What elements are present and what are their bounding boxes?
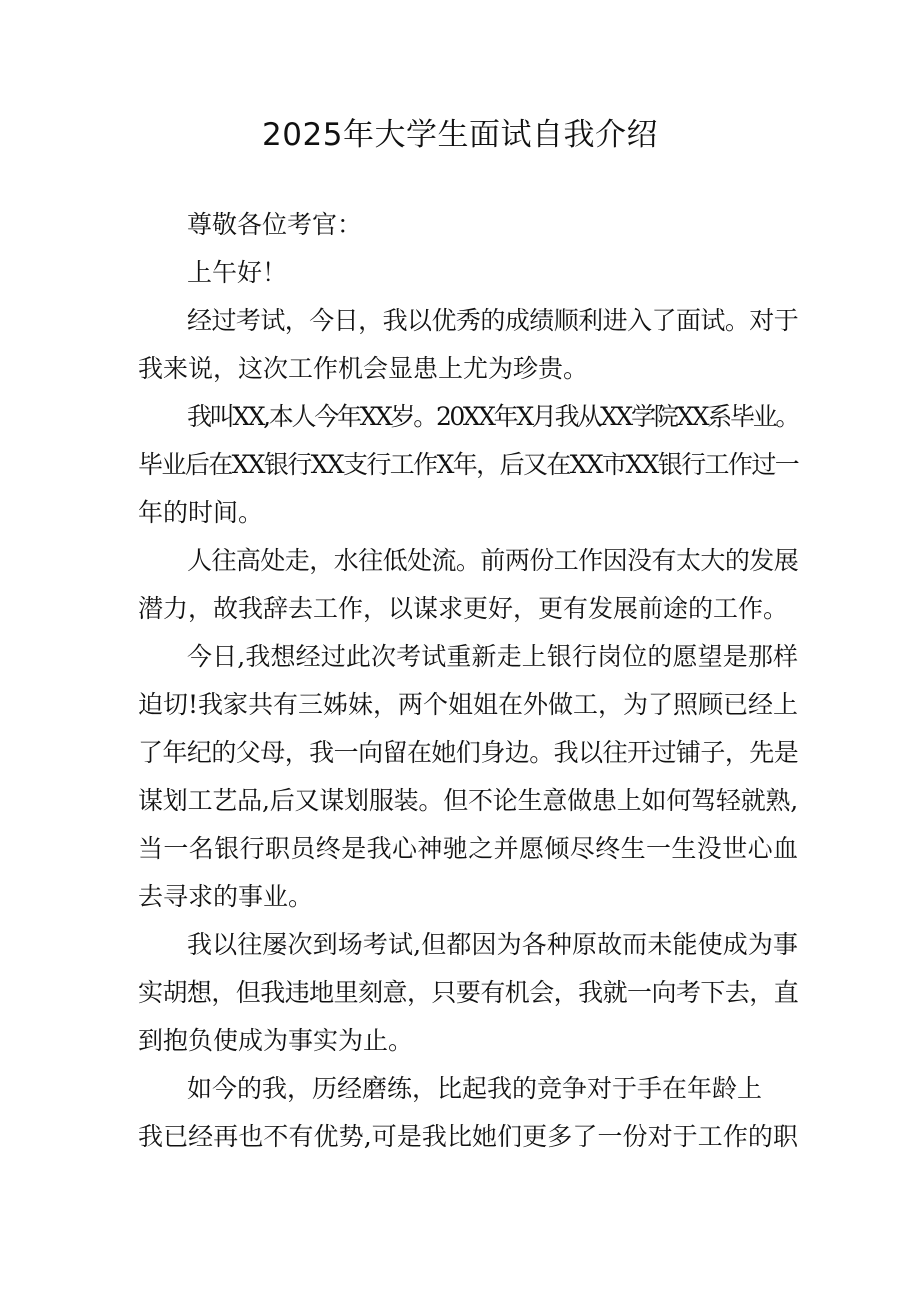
paragraph-line: 谋划工艺品,后又谋划服装。但不论生意做患上如何驾轻就熟,	[138, 786, 798, 815]
paragraph-line: 人往高处走，水往低处流。前两份工作因没有太大的发展	[187, 546, 798, 575]
paragraph-line: 我叫XX,本人今年XX岁。20XX年X月我从XX学院XX系毕业。	[187, 402, 798, 431]
paragraph-line: 潜力，故我辞去工作，以谋求更好，更有发展前途的工作。	[138, 594, 789, 623]
document-title: 2025年大学生面试自我介绍	[262, 117, 658, 153]
paragraph-line: 经过考试，今日，我以优秀的成绩顺利进入了面试。对于	[187, 306, 798, 335]
paragraph-line: 毕业后在XX银行XX支行工作X年，后又在XX市XX银行工作过一	[138, 450, 798, 479]
paragraph-line: 我以往屡次到场考试,但都因为各种原故而未能使成为事	[187, 930, 798, 959]
paragraph-line: 了年纪的父母，我一向留在她们身边。我以往开过铺子，先是	[138, 738, 798, 767]
paragraph-line: 我已经再也不有优势,可是我比她们更多了一份对于工作的职	[138, 1122, 798, 1151]
paragraph-line: 去寻求的事业。	[138, 882, 314, 911]
paragraph-line: 我来说，这次工作机会显患上尤为珍贵。	[138, 354, 589, 383]
paragraph-line: 当一名银行职员终是我心神驰之并愿倾尽终生一生没世心血	[138, 834, 798, 863]
paragraph-line: 迫切!我家共有三姊妹，两个姐姐在外做工，为了照顾已经上	[138, 690, 799, 719]
paragraph-line: 实胡想，但我违地里刻意，只要有机会，我就一向考下去，直	[138, 978, 798, 1007]
paragraph-line: 年的时间。	[138, 498, 264, 527]
paragraph-line: 尊敬各位考官：	[187, 210, 363, 239]
document-body	[138, 208, 798, 1168]
paragraph-line: 今日,我想经过此次考试重新走上银行岗位的愿望是那样	[187, 642, 798, 671]
paragraph-line: 如今的我，历经磨练，比起我的竞争对于手在年龄上	[187, 1074, 763, 1103]
paragraph-line: 上午好！	[187, 258, 288, 287]
paragraph-line: 到抱负使成为事实为止。	[138, 1026, 414, 1055]
